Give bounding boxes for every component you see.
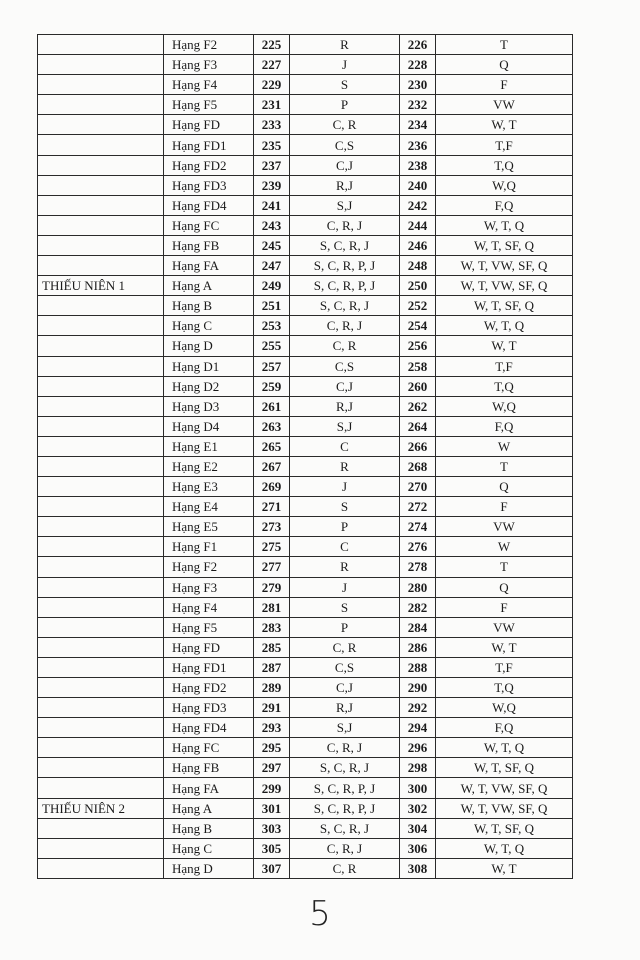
category-table-body [38,35,573,879]
rank-cell: Hạng FD [164,115,254,135]
table-row [38,738,573,758]
event-codes-2-cell: T [436,557,573,577]
rank-cell: Hạng F2 [164,35,254,55]
event-number-2-cell: 280 [400,577,436,597]
event-codes-2-cell: F,Q [436,718,573,738]
table-row [38,115,573,135]
event-number-2-cell: 260 [400,376,436,396]
event-number-2-cell: 226 [400,35,436,55]
rank-cell: Hạng D4 [164,416,254,436]
event-number-2-cell: 274 [400,517,436,537]
group-cell [38,698,164,718]
event-number-1-cell: 235 [254,135,290,155]
table-row [38,296,573,316]
group-cell [38,95,164,115]
table-row [38,838,573,858]
group-cell [38,517,164,537]
group-cell [38,818,164,838]
event-codes-2-cell: W, T, VW, SF, Q [436,256,573,276]
event-codes-1-cell: C, R [290,336,400,356]
event-number-2-cell: 252 [400,296,436,316]
event-number-1-cell: 231 [254,95,290,115]
rank-cell: Hạng FD1 [164,135,254,155]
group-cell [38,858,164,878]
event-number-1-cell: 239 [254,175,290,195]
event-codes-2-cell: VW [436,517,573,537]
table-row [38,436,573,456]
event-codes-1-cell: J [290,577,400,597]
event-number-1-cell: 271 [254,497,290,517]
group-cell [38,778,164,798]
event-number-1-cell: 253 [254,316,290,336]
group-cell: THIẾU NIÊN 1 [38,276,164,296]
event-codes-2-cell: W, T, VW, SF, Q [436,276,573,296]
event-codes-1-cell: C, R, J [290,738,400,758]
rank-cell: Hạng FC [164,215,254,235]
event-codes-2-cell: W,Q [436,698,573,718]
event-number-1-cell: 237 [254,155,290,175]
rank-cell: Hạng FD1 [164,657,254,677]
event-codes-1-cell: C,J [290,678,400,698]
table-row [38,215,573,235]
event-codes-1-cell: R [290,456,400,476]
event-codes-1-cell: S, C, R, P, J [290,778,400,798]
table-row [38,517,573,537]
group-cell [38,657,164,677]
rank-cell: Hạng FD4 [164,718,254,738]
group-cell [38,577,164,597]
event-number-1-cell: 307 [254,858,290,878]
event-codes-2-cell: F [436,75,573,95]
event-codes-1-cell: C,S [290,657,400,677]
event-number-2-cell: 268 [400,456,436,476]
event-number-1-cell: 305 [254,838,290,858]
event-number-2-cell: 256 [400,336,436,356]
event-number-2-cell: 232 [400,95,436,115]
event-number-2-cell: 302 [400,798,436,818]
table-row [38,637,573,657]
table-row [38,235,573,255]
rank-cell: Hạng F5 [164,617,254,637]
event-number-2-cell: 262 [400,396,436,416]
event-number-2-cell: 254 [400,316,436,336]
group-cell [38,637,164,657]
event-number-1-cell: 283 [254,617,290,637]
event-number-1-cell: 301 [254,798,290,818]
event-codes-2-cell: W, T [436,336,573,356]
table-row [38,416,573,436]
event-codes-1-cell: S, C, R, P, J [290,256,400,276]
event-codes-2-cell: W [436,436,573,456]
event-codes-1-cell: S, C, R, J [290,296,400,316]
rank-cell: Hạng E3 [164,477,254,497]
table-row [38,95,573,115]
group-cell [38,135,164,155]
group-cell [38,718,164,738]
event-number-2-cell: 294 [400,718,436,738]
group-cell [38,838,164,858]
group-cell [38,497,164,517]
table-row [38,858,573,878]
event-codes-2-cell: Q [436,577,573,597]
event-number-1-cell: 251 [254,296,290,316]
event-number-1-cell: 299 [254,778,290,798]
rank-cell: Hạng FD2 [164,678,254,698]
event-codes-2-cell: F [436,497,573,517]
group-cell: THIẾU NIÊN 2 [38,798,164,818]
table-row [38,798,573,818]
event-codes-1-cell: S, C, R, P, J [290,798,400,818]
event-number-1-cell: 267 [254,456,290,476]
group-cell [38,256,164,276]
table-row [38,316,573,336]
event-number-2-cell: 278 [400,557,436,577]
event-codes-2-cell: VW [436,95,573,115]
event-number-2-cell: 236 [400,135,436,155]
group-cell [38,316,164,336]
event-number-1-cell: 245 [254,235,290,255]
event-codes-2-cell: W [436,537,573,557]
group-cell [38,617,164,637]
rank-cell: Hạng FD3 [164,698,254,718]
event-number-2-cell: 286 [400,637,436,657]
event-number-1-cell: 257 [254,356,290,376]
event-codes-1-cell: C,S [290,135,400,155]
event-number-1-cell: 269 [254,477,290,497]
event-codes-1-cell: C, R, J [290,316,400,336]
event-number-2-cell: 304 [400,818,436,838]
group-cell [38,175,164,195]
group-cell [38,436,164,456]
group-cell [38,215,164,235]
event-codes-2-cell: VW [436,617,573,637]
category-table [37,34,573,879]
event-codes-2-cell: W, T, SF, Q [436,818,573,838]
event-number-1-cell: 297 [254,758,290,778]
event-codes-2-cell: W, T [436,637,573,657]
rank-cell: Hạng F5 [164,95,254,115]
event-number-2-cell: 282 [400,597,436,617]
event-codes-2-cell: T [436,35,573,55]
rank-cell: Hạng FB [164,758,254,778]
event-number-1-cell: 285 [254,637,290,657]
rank-cell: Hạng FA [164,778,254,798]
event-codes-2-cell: W, T, Q [436,738,573,758]
table-row [38,537,573,557]
table-row [38,35,573,55]
table-row [38,477,573,497]
event-codes-2-cell: T,Q [436,376,573,396]
event-number-2-cell: 284 [400,617,436,637]
event-codes-1-cell: S [290,497,400,517]
event-codes-2-cell: T,F [436,356,573,376]
event-number-1-cell: 227 [254,55,290,75]
event-codes-2-cell: W, T [436,858,573,878]
event-number-2-cell: 230 [400,75,436,95]
event-number-1-cell: 289 [254,678,290,698]
event-codes-2-cell: W, T, Q [436,838,573,858]
event-codes-1-cell: R,J [290,698,400,718]
event-number-2-cell: 244 [400,215,436,235]
rank-cell: Hạng FA [164,256,254,276]
table-row [38,577,573,597]
event-codes-1-cell: C,J [290,376,400,396]
event-number-2-cell: 300 [400,778,436,798]
event-number-2-cell: 288 [400,657,436,677]
event-codes-2-cell: W, T, SF, Q [436,758,573,778]
group-cell [38,396,164,416]
event-number-1-cell: 263 [254,416,290,436]
event-number-2-cell: 264 [400,416,436,436]
group-cell [38,155,164,175]
table-row [38,55,573,75]
event-codes-2-cell: T,F [436,135,573,155]
group-cell [38,738,164,758]
table-row [38,256,573,276]
event-number-2-cell: 276 [400,537,436,557]
event-codes-1-cell: C, R [290,115,400,135]
event-codes-1-cell: S [290,75,400,95]
event-codes-2-cell: T,F [436,657,573,677]
event-codes-1-cell: S,J [290,718,400,738]
table-row [38,557,573,577]
event-number-1-cell: 233 [254,115,290,135]
event-codes-1-cell: C, R [290,637,400,657]
event-codes-1-cell: R,J [290,175,400,195]
event-codes-1-cell: P [290,95,400,115]
event-codes-1-cell: C,J [290,155,400,175]
group-cell [38,356,164,376]
event-codes-1-cell: J [290,55,400,75]
rank-cell: Hạng F2 [164,557,254,577]
group-cell [38,195,164,215]
rank-cell: Hạng C [164,316,254,336]
group-cell [38,75,164,95]
rank-cell: Hạng FB [164,235,254,255]
event-codes-2-cell: Q [436,477,573,497]
event-codes-2-cell: W,Q [436,175,573,195]
event-codes-2-cell: F [436,597,573,617]
event-number-1-cell: 295 [254,738,290,758]
event-codes-1-cell: S, C, R, J [290,758,400,778]
rank-cell: Hạng F4 [164,597,254,617]
event-codes-1-cell: R [290,35,400,55]
event-number-1-cell: 277 [254,557,290,577]
event-number-2-cell: 292 [400,698,436,718]
group-cell [38,537,164,557]
rank-cell: Hạng A [164,276,254,296]
table-row [38,497,573,517]
event-number-2-cell: 270 [400,477,436,497]
event-number-1-cell: 259 [254,376,290,396]
event-number-2-cell: 290 [400,678,436,698]
event-number-1-cell: 243 [254,215,290,235]
table-row [38,657,573,677]
group-cell [38,336,164,356]
event-codes-1-cell: S,J [290,195,400,215]
event-codes-2-cell: Q [436,55,573,75]
table-row [38,336,573,356]
table-row [38,396,573,416]
event-codes-1-cell: C [290,537,400,557]
event-number-2-cell: 272 [400,497,436,517]
event-number-1-cell: 279 [254,577,290,597]
rank-cell: Hạng E2 [164,456,254,476]
event-number-1-cell: 287 [254,657,290,677]
event-codes-1-cell: S, C, R, J [290,235,400,255]
event-number-1-cell: 273 [254,517,290,537]
table-row [38,135,573,155]
event-number-1-cell: 281 [254,597,290,617]
event-number-1-cell: 229 [254,75,290,95]
group-cell [38,456,164,476]
event-number-2-cell: 248 [400,256,436,276]
rank-cell: Hạng E1 [164,436,254,456]
event-number-1-cell: 275 [254,537,290,557]
group-cell [38,115,164,135]
table-row [38,597,573,617]
group-cell [38,597,164,617]
table-row [38,356,573,376]
rank-cell: Hạng D [164,858,254,878]
event-codes-2-cell: T,Q [436,678,573,698]
event-number-2-cell: 250 [400,276,436,296]
rank-cell: Hạng B [164,818,254,838]
event-codes-1-cell: C, R, J [290,838,400,858]
event-codes-1-cell: C [290,436,400,456]
rank-cell: Hạng FC [164,738,254,758]
table-row [38,75,573,95]
group-cell [38,416,164,436]
rank-cell: Hạng D1 [164,356,254,376]
rank-cell: Hạng C [164,838,254,858]
event-number-1-cell: 225 [254,35,290,55]
table-row [38,758,573,778]
event-codes-1-cell: S,J [290,416,400,436]
table-row [38,155,573,175]
group-cell [38,55,164,75]
table-row [38,778,573,798]
event-number-2-cell: 242 [400,195,436,215]
event-codes-1-cell: S [290,597,400,617]
event-codes-1-cell: C,S [290,356,400,376]
table-row [38,698,573,718]
rank-cell: Hạng FD [164,637,254,657]
event-number-2-cell: 238 [400,155,436,175]
rank-cell: Hạng D3 [164,396,254,416]
group-cell [38,758,164,778]
rank-cell: Hạng B [164,296,254,316]
rank-cell: Hạng E5 [164,517,254,537]
table-row [38,276,573,296]
group-cell [38,235,164,255]
table-row [38,818,573,838]
event-codes-1-cell: P [290,617,400,637]
event-number-1-cell: 303 [254,818,290,838]
rank-cell: Hạng FD4 [164,195,254,215]
event-codes-2-cell: W,Q [436,396,573,416]
table-row [38,195,573,215]
event-codes-1-cell: S, C, R, P, J [290,276,400,296]
event-codes-2-cell: W, T, VW, SF, Q [436,798,573,818]
event-codes-2-cell: W, T, SF, Q [436,296,573,316]
event-number-1-cell: 241 [254,195,290,215]
rank-cell: Hạng D [164,336,254,356]
event-number-1-cell: 265 [254,436,290,456]
event-number-2-cell: 240 [400,175,436,195]
event-codes-2-cell: F,Q [436,195,573,215]
event-number-1-cell: 293 [254,718,290,738]
event-codes-1-cell: S, C, R, J [290,818,400,838]
event-codes-2-cell: T,Q [436,155,573,175]
event-codes-1-cell: C, R [290,858,400,878]
event-codes-2-cell: W, T, SF, Q [436,235,573,255]
rank-cell: Hạng FD3 [164,175,254,195]
event-codes-1-cell: R,J [290,396,400,416]
group-cell [38,35,164,55]
event-number-1-cell: 249 [254,276,290,296]
event-codes-1-cell: J [290,477,400,497]
page-number: 5 [309,894,331,934]
event-number-1-cell: 261 [254,396,290,416]
event-number-1-cell: 247 [254,256,290,276]
event-codes-2-cell: W, T, Q [436,316,573,336]
table-row [38,456,573,476]
rank-cell: Hạng F4 [164,75,254,95]
group-cell [38,557,164,577]
group-cell [38,678,164,698]
rank-cell: Hạng A [164,798,254,818]
event-codes-2-cell: F,Q [436,416,573,436]
event-number-1-cell: 255 [254,336,290,356]
event-codes-1-cell: P [290,517,400,537]
table-row [38,678,573,698]
rank-cell: Hạng E4 [164,497,254,517]
rank-cell: Hạng F3 [164,577,254,597]
event-number-2-cell: 306 [400,838,436,858]
event-number-2-cell: 266 [400,436,436,456]
event-codes-2-cell: W, T, VW, SF, Q [436,778,573,798]
event-codes-2-cell: W, T, Q [436,215,573,235]
event-number-2-cell: 234 [400,115,436,135]
group-cell [38,296,164,316]
event-number-1-cell: 291 [254,698,290,718]
event-number-2-cell: 296 [400,738,436,758]
table-row [38,175,573,195]
table-row [38,376,573,396]
event-number-2-cell: 258 [400,356,436,376]
event-codes-2-cell: W, T [436,115,573,135]
rank-cell: Hạng F1 [164,537,254,557]
event-number-2-cell: 298 [400,758,436,778]
group-cell [38,477,164,497]
rank-cell: Hạng FD2 [164,155,254,175]
event-codes-1-cell: R [290,557,400,577]
event-number-2-cell: 308 [400,858,436,878]
event-codes-2-cell: T [436,456,573,476]
table-row [38,718,573,738]
rank-cell: Hạng F3 [164,55,254,75]
event-number-2-cell: 246 [400,235,436,255]
event-codes-1-cell: C, R, J [290,215,400,235]
group-cell [38,376,164,396]
event-number-2-cell: 228 [400,55,436,75]
table-row [38,617,573,637]
rank-cell: Hạng D2 [164,376,254,396]
